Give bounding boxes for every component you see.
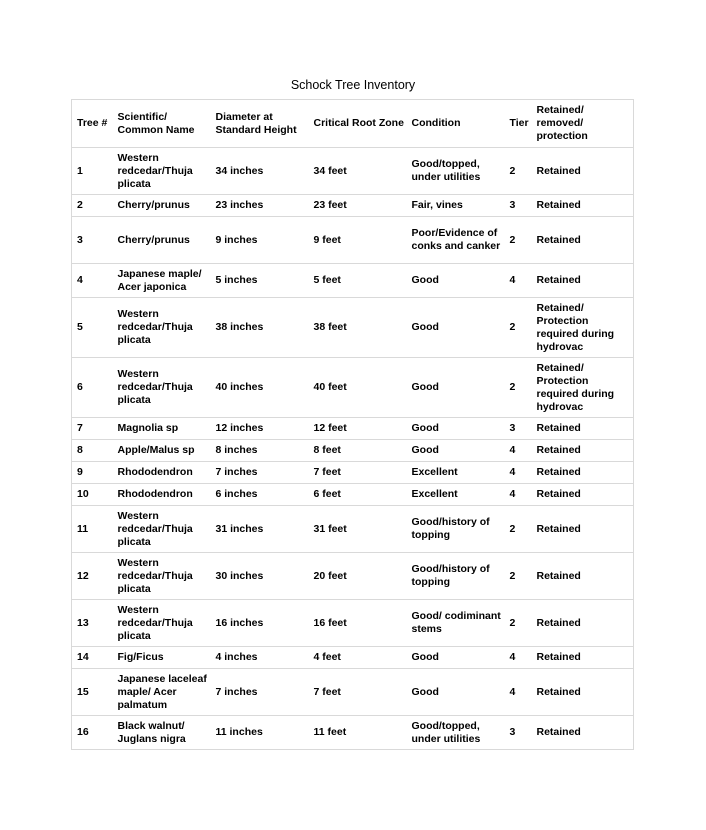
cell-tier: 4	[505, 669, 532, 716]
cell-condition: Good	[407, 264, 505, 298]
cell-tier: 2	[505, 217, 532, 264]
cell-root-zone: 9 feet	[309, 217, 407, 264]
cell-condition: Good	[407, 358, 505, 418]
cell-tree-name: Western redcedar/Thuja plicata	[113, 298, 211, 358]
cell-root-zone: 16 feet	[309, 600, 407, 647]
tree-inventory-table	[71, 99, 634, 750]
cell-tree-number: 10	[72, 484, 113, 506]
table-header-row	[72, 100, 634, 148]
cell-condition: Good	[407, 669, 505, 716]
cell-diameter: 40 inches	[211, 358, 309, 418]
cell-status: Retained	[532, 217, 634, 264]
cell-status: Retained/ Protection required during hydrovac	[532, 298, 634, 358]
cell-tree-number: 4	[72, 264, 113, 298]
cell-tree-name: Western redcedar/Thuja plicata	[113, 506, 211, 553]
column-header-tree-number: Tree #	[72, 100, 113, 148]
table-row	[72, 440, 634, 462]
column-header-name: Scientific/ Common Name	[113, 100, 211, 148]
cell-diameter: 34 inches	[211, 148, 309, 195]
cell-tree-name: Western redcedar/Thuja plicata	[113, 148, 211, 195]
cell-tier: 3	[505, 195, 532, 217]
cell-diameter: 5 inches	[211, 264, 309, 298]
table-row	[72, 462, 634, 484]
table-row	[72, 148, 634, 195]
cell-diameter: 4 inches	[211, 647, 309, 669]
cell-diameter: 23 inches	[211, 195, 309, 217]
cell-tree-name: Japanese maple/ Acer japonica	[113, 264, 211, 298]
cell-tier: 3	[505, 716, 532, 750]
cell-root-zone: 6 feet	[309, 484, 407, 506]
cell-tree-name: Cherry/prunus	[113, 195, 211, 217]
cell-tier: 4	[505, 440, 532, 462]
cell-tree-name: Magnolia sp	[113, 418, 211, 440]
cell-root-zone: 40 feet	[309, 358, 407, 418]
cell-tree-name: Apple/Malus sp	[113, 440, 211, 462]
table-body	[72, 148, 634, 750]
cell-tree-number: 11	[72, 506, 113, 553]
cell-diameter: 7 inches	[211, 669, 309, 716]
cell-tree-number: 13	[72, 600, 113, 647]
cell-diameter: 9 inches	[211, 217, 309, 264]
cell-status: Retained	[532, 669, 634, 716]
cell-tree-name: Western redcedar/Thuja plicata	[113, 600, 211, 647]
table-row	[72, 298, 634, 358]
cell-root-zone: 20 feet	[309, 553, 407, 600]
table-row	[72, 217, 634, 264]
table-row	[72, 418, 634, 440]
column-header-root-zone: Critical Root Zone	[309, 100, 407, 148]
cell-root-zone: 31 feet	[309, 506, 407, 553]
column-header-tier: Tier	[505, 100, 532, 148]
cell-tier: 3	[505, 418, 532, 440]
cell-diameter: 7 inches	[211, 462, 309, 484]
cell-tree-number: 5	[72, 298, 113, 358]
cell-diameter: 11 inches	[211, 716, 309, 750]
cell-tier: 2	[505, 298, 532, 358]
document-title: Schock Tree Inventory	[290, 78, 416, 92]
cell-tier: 2	[505, 148, 532, 195]
table-row	[72, 553, 634, 600]
cell-tier: 2	[505, 553, 532, 600]
cell-diameter: 6 inches	[211, 484, 309, 506]
cell-tree-name: Japanese laceleaf maple/ Acer palmatum	[113, 669, 211, 716]
cell-tree-number: 6	[72, 358, 113, 418]
cell-diameter: 16 inches	[211, 600, 309, 647]
cell-condition: Excellent	[407, 484, 505, 506]
cell-tree-number: 12	[72, 553, 113, 600]
cell-tree-number: 1	[72, 148, 113, 195]
cell-condition: Poor/Evidence of conks and canker	[407, 217, 505, 264]
table-row	[72, 506, 634, 553]
cell-diameter: 31 inches	[211, 506, 309, 553]
cell-tier: 4	[505, 264, 532, 298]
cell-root-zone: 12 feet	[309, 418, 407, 440]
cell-tree-number: 3	[72, 217, 113, 264]
cell-tier: 2	[505, 358, 532, 418]
cell-tree-name: Fig/Ficus	[113, 647, 211, 669]
cell-tier: 2	[505, 506, 532, 553]
column-header-status: Retained/ removed/ protection	[532, 100, 634, 148]
cell-condition: Good	[407, 440, 505, 462]
cell-diameter: 8 inches	[211, 440, 309, 462]
cell-status: Retained	[532, 195, 634, 217]
cell-condition: Good/topped, under utilities	[407, 148, 505, 195]
table-row	[72, 484, 634, 506]
column-header-diameter: Diameter at Standard Height	[211, 100, 309, 148]
cell-diameter: 12 inches	[211, 418, 309, 440]
table-row	[72, 358, 634, 418]
cell-status: Retained	[532, 484, 634, 506]
cell-condition: Good	[407, 418, 505, 440]
cell-condition: Good	[407, 647, 505, 669]
cell-tree-name: Rhododendron	[113, 484, 211, 506]
cell-tier: 4	[505, 484, 532, 506]
cell-condition: Good/history of topping	[407, 553, 505, 600]
cell-status: Retained	[532, 264, 634, 298]
cell-status: Retained	[532, 716, 634, 750]
table-row	[72, 716, 634, 750]
cell-tree-name: Black walnut/ Juglans nigra	[113, 716, 211, 750]
cell-tree-number: 14	[72, 647, 113, 669]
cell-root-zone: 7 feet	[309, 669, 407, 716]
cell-tree-number: 16	[72, 716, 113, 750]
cell-condition: Good	[407, 298, 505, 358]
cell-status: Retained	[532, 506, 634, 553]
cell-root-zone: 38 feet	[309, 298, 407, 358]
cell-tier: 4	[505, 462, 532, 484]
cell-tier: 2	[505, 600, 532, 647]
cell-root-zone: 8 feet	[309, 440, 407, 462]
cell-status: Retained	[532, 148, 634, 195]
cell-tree-name: Western redcedar/Thuja plicata	[113, 358, 211, 418]
column-header-condition: Condition	[407, 100, 505, 148]
cell-tree-name: Western redcedar/Thuja plicata	[113, 553, 211, 600]
cell-status: Retained	[532, 647, 634, 669]
cell-diameter: 30 inches	[211, 553, 309, 600]
cell-tree-number: 9	[72, 462, 113, 484]
table-row	[72, 647, 634, 669]
table-row	[72, 600, 634, 647]
cell-condition: Good/ codiminant stems	[407, 600, 505, 647]
cell-condition: Excellent	[407, 462, 505, 484]
cell-status: Retained	[532, 462, 634, 484]
table-row	[72, 195, 634, 217]
cell-root-zone: 11 feet	[309, 716, 407, 750]
cell-tree-number: 7	[72, 418, 113, 440]
cell-tree-number: 8	[72, 440, 113, 462]
cell-tree-name: Cherry/prunus	[113, 217, 211, 264]
cell-status: Retained	[532, 418, 634, 440]
cell-tree-number: 15	[72, 669, 113, 716]
cell-condition: Good/topped, under utilities	[407, 716, 505, 750]
cell-status: Retained	[532, 553, 634, 600]
table-row	[72, 264, 634, 298]
cell-condition: Fair, vines	[407, 195, 505, 217]
cell-tree-number: 2	[72, 195, 113, 217]
cell-status: Retained/ Protection required during hydrovac	[532, 358, 634, 418]
cell-root-zone: 7 feet	[309, 462, 407, 484]
cell-root-zone: 23 feet	[309, 195, 407, 217]
cell-condition: Good/history of topping	[407, 506, 505, 553]
cell-status: Retained	[532, 440, 634, 462]
cell-root-zone: 34 feet	[309, 148, 407, 195]
cell-root-zone: 4 feet	[309, 647, 407, 669]
cell-root-zone: 5 feet	[309, 264, 407, 298]
cell-diameter: 38 inches	[211, 298, 309, 358]
cell-tier: 4	[505, 647, 532, 669]
table-row	[72, 669, 634, 716]
cell-status: Retained	[532, 600, 634, 647]
cell-tree-name: Rhododendron	[113, 462, 211, 484]
